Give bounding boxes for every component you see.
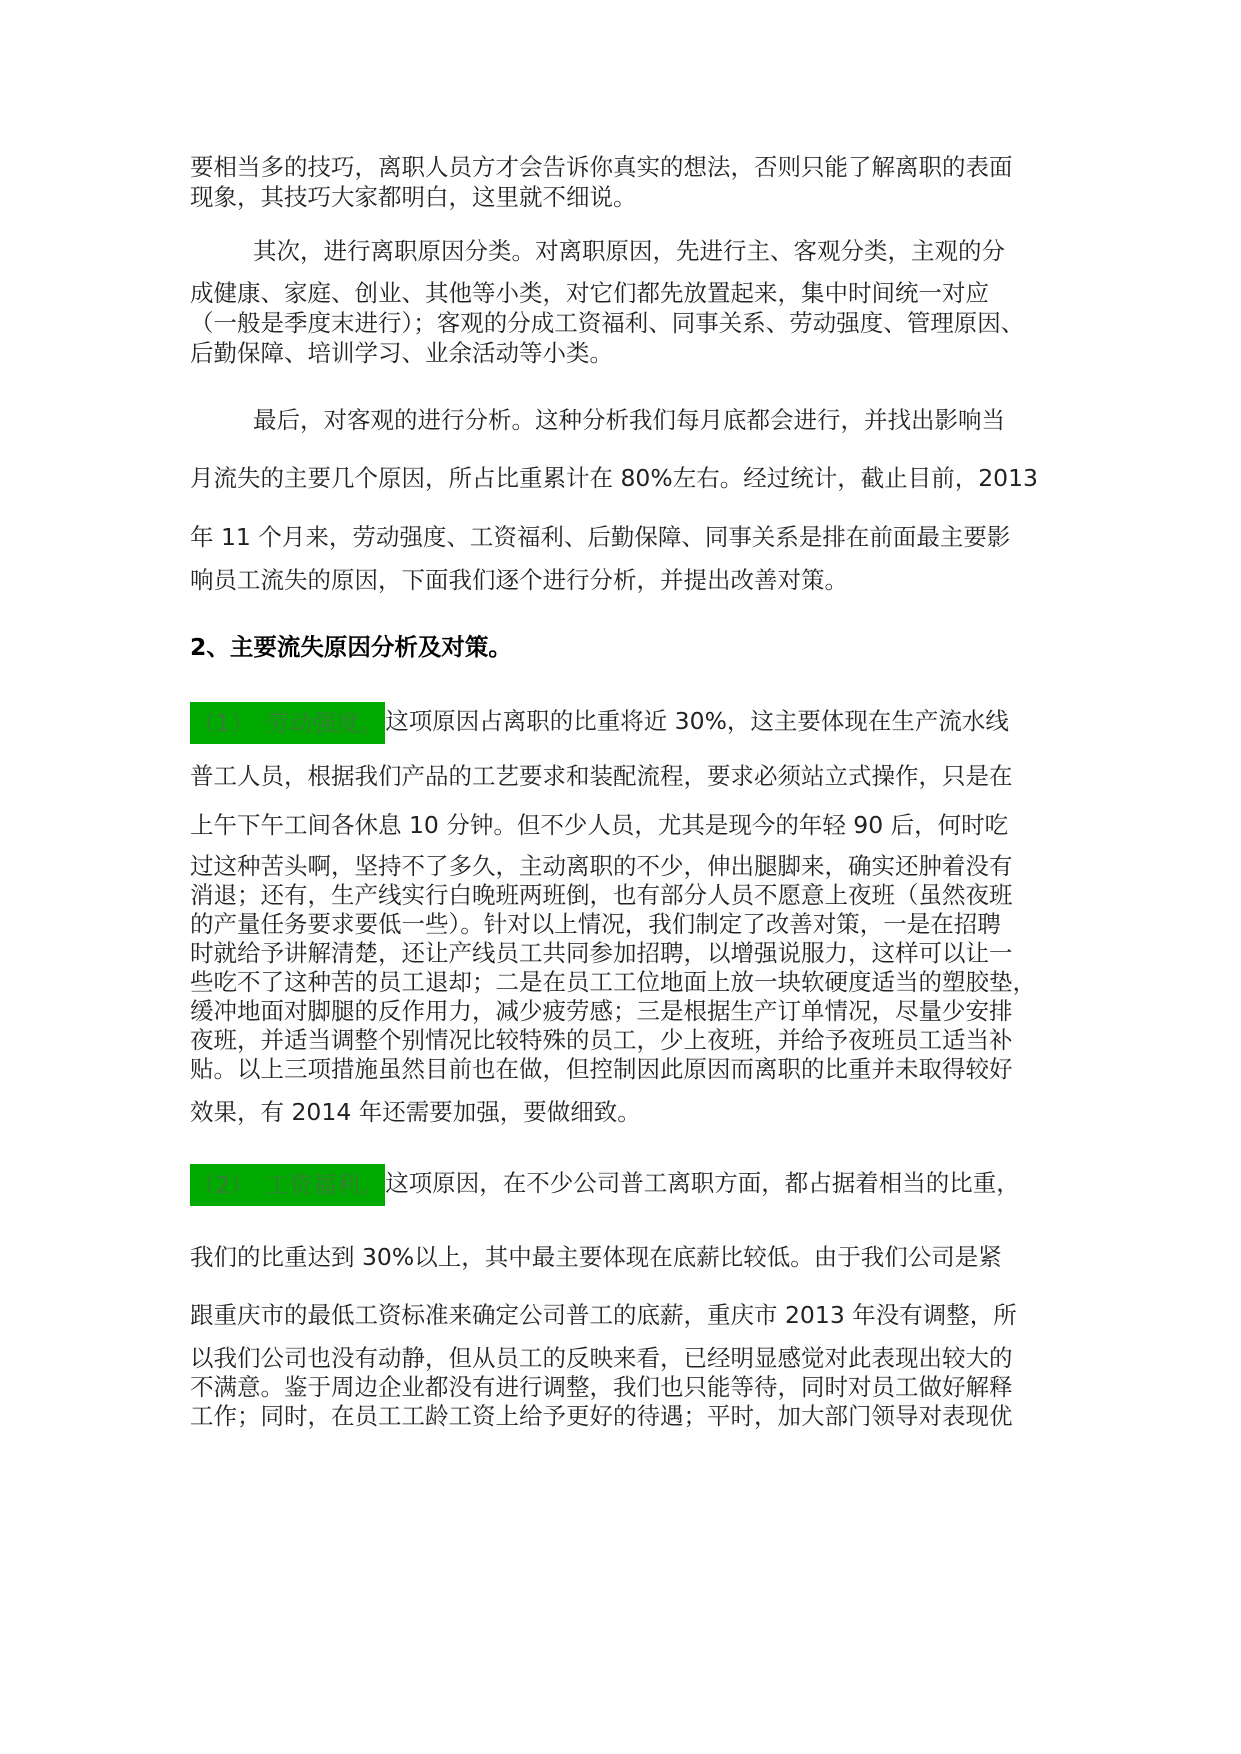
paragraph-line: 我们的比重达到 30%以上，其中最主要体现在底薪比较低。由于我们公司是紧 bbox=[190, 1243, 1002, 1271]
paragraph-line: 以我们公司也没有动静，但从员工的反映来看，已经明显感觉对此表现出较大的 bbox=[190, 1344, 1013, 1372]
paragraph-line: 些吃不了这种苦的员工退却；二是在员工工位地面上放一块软硬度适当的塑胶垫， bbox=[190, 968, 1036, 996]
paragraph-line: 工作；同时，在员工工龄工资上给予更好的待遇；平时，加大部门领导对表现优 bbox=[190, 1402, 1013, 1430]
paragraph-line: 跟重庆市的最低工资标准来确定公司普工的底薪，重庆市 2013 年没有调整，所 bbox=[190, 1301, 1017, 1329]
paragraph-line: 过这种苦头啊，坚持不了多久，主动离职的不少，伸出腿脚来，确实还肿着没有 bbox=[190, 852, 1013, 880]
paragraph-line: 其次，进行离职原因分类。对离职原因，先进行主、客观分类，主观的分 bbox=[253, 237, 1005, 265]
paragraph-line: 响员工流失的原因，下面我们逐个进行分析，并提出改善对策。 bbox=[190, 566, 848, 594]
item-wages-first-line bbox=[190, 1162, 1070, 1204]
paragraph-line: （一般是季度末进行）；客观的分成工资福利、同事关系、劳动强度、管理原因、 bbox=[190, 309, 1025, 337]
paragraph-line: 缓冲地面对脚腿的反作用力，减少疲劳感；三是根据生产订单情况，尽量少安排 bbox=[190, 997, 1013, 1025]
paragraph-line: 要相当多的技巧，离职人员方才会告诉你真实的想法，否则只能了解离职的表面 bbox=[190, 153, 1013, 181]
paragraph-line: 上午下午工间各休息 10 分钟。但不少人员，尤其是现今的年轻 90 后，何时吃 bbox=[190, 811, 1009, 839]
item-labor-first-line bbox=[190, 700, 1070, 742]
paragraph-line: 夜班，并适当调整个别情况比较特殊的员工，少上夜班，并给予夜班员工适当补 bbox=[190, 1026, 1013, 1054]
item-label-highlight: （1） 劳动强度。 bbox=[190, 702, 385, 744]
item-first-line-text: 这项原因占离职的比重将近 30%，这主要体现在生产流水线 bbox=[385, 707, 1009, 735]
item-first-line-text: 这项原因，在不少公司普工离职方面，都占据着相当的比重， bbox=[385, 1169, 1020, 1197]
paragraph-line: 年 11 个月来，劳动强度、工资福利、后勤保障、同事关系是排在前面最主要影 bbox=[190, 523, 1011, 551]
paragraph-line: 不满意。鉴于周边企业都没有进行调整，我们也只能等待，同时对员工做好解释 bbox=[190, 1373, 1013, 1401]
paragraph-line: 月流失的主要几个原因，所占比重累计在 80%左右。经过统计，截止目前，2013 bbox=[190, 464, 1039, 492]
section-heading: 2、主要流失原因分析及对策。 bbox=[190, 633, 512, 661]
paragraph-line: 贴。以上三项措施虽然目前也在做，但控制因此原因而离职的比重并未取得较好 bbox=[190, 1055, 1013, 1083]
paragraph-line: 现象，其技巧大家都明白，这里就不细说。 bbox=[190, 183, 637, 211]
paragraph-line: 时就给予讲解清楚，还让产线员工共同参加招聘，以增强说服力，这样可以让一 bbox=[190, 939, 1013, 967]
paragraph-line: 成健康、家庭、创业、其他等小类，对它们都先放置起来，集中时间统一对应 bbox=[190, 279, 989, 307]
paragraph-line: 的产量任务要求要低一些）。针对以上情况，我们制定了改善对策，一是在招聘 bbox=[190, 910, 1001, 938]
paragraph-line: 后勤保障、培训学习、业余活动等小类。 bbox=[190, 339, 613, 367]
paragraph-line: 最后，对客观的进行分析。这种分析我们每月底都会进行，并找出影响当 bbox=[253, 406, 1005, 434]
paragraph-line: 消退；还有，生产线实行白晚班两班倒，也有部分人员不愿意上夜班（虽然夜班 bbox=[190, 881, 1013, 909]
paragraph-line: 普工人员，根据我们产品的工艺要求和装配流程，要求必须站立式操作，只是在 bbox=[190, 762, 1013, 790]
paragraph-line: 效果，有 2014 年还需要加强，要做细致。 bbox=[190, 1098, 641, 1126]
item-label-highlight: （2） 工资福利。 bbox=[190, 1164, 385, 1206]
